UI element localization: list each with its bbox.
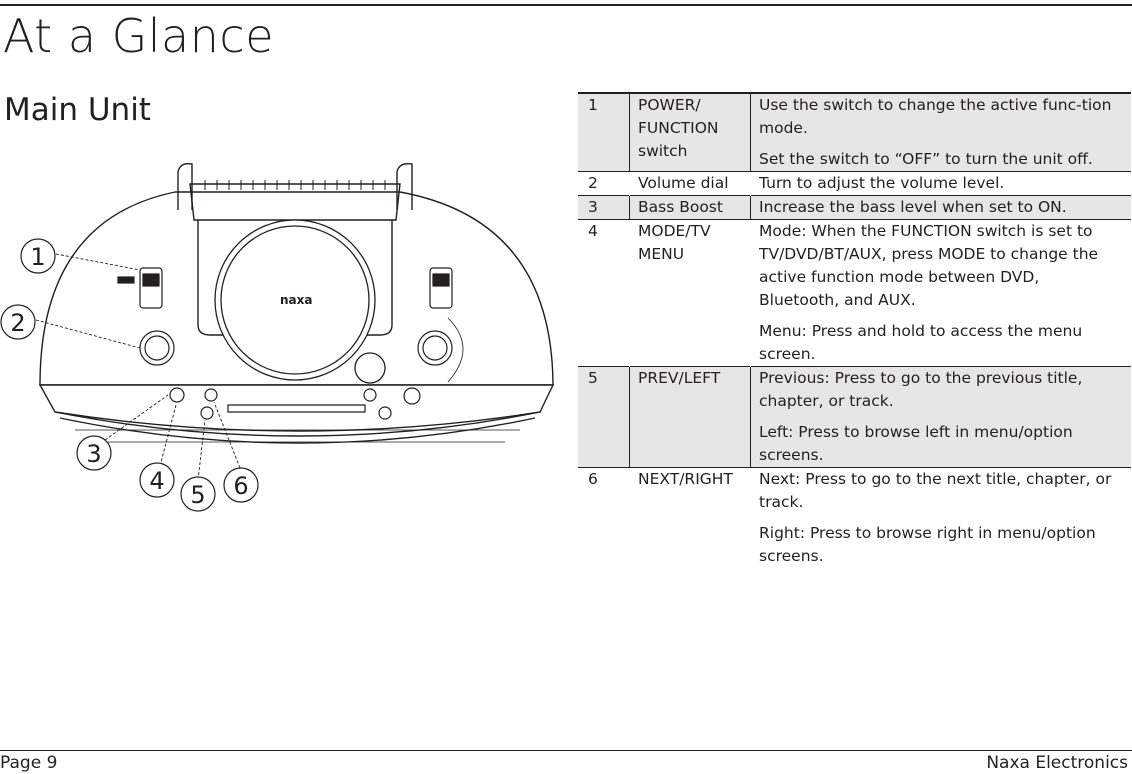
row-description <box>751 367 1132 468</box>
description-text: Next: Press to go to the next title, chapter, or track. <box>759 470 1112 511</box>
top-rule <box>0 4 1132 6</box>
callout-2-label: 2 <box>10 309 26 337</box>
row-number: 1 <box>578 93 630 172</box>
table-row <box>578 196 1131 220</box>
row-number: 4 <box>588 222 598 240</box>
row-description <box>751 468 1132 569</box>
table-row <box>578 172 1131 196</box>
footer-rule <box>0 750 1132 751</box>
description-text: Mode: When the FUNCTION switch is set to TV/DVD/BT/AUX, press MODE to change the active function mode between DVD, Bluetooth, and AUX. <box>759 222 1099 309</box>
row-description <box>751 196 1132 220</box>
description-text: Menu: Press and hold to access the menu screen. <box>759 322 1083 363</box>
description-text: Previous: Press to go to the previous title, chapter, or track. <box>759 369 1083 410</box>
row-name: Bass Boost <box>630 196 751 220</box>
table-row <box>578 93 1131 172</box>
callout-1-label: 1 <box>30 243 46 271</box>
row-number: 2 <box>588 174 598 192</box>
table-row <box>578 468 1131 569</box>
section-title: Main Unit <box>4 92 151 128</box>
page-label <box>0 752 57 774</box>
description-text: Set the switch to “OFF” to turn the unit off. <box>759 150 1093 168</box>
row-name: PREV/LEFT <box>630 367 751 468</box>
description-text: Turn to adjust the volume level. <box>759 174 1005 192</box>
row-number: 5 <box>578 367 630 468</box>
description-text: Use the switch to change the active func-tion mode. <box>759 96 1112 137</box>
table-row <box>578 220 1131 367</box>
description-text: Left: Press to browse left in menu/option screens. <box>759 423 1073 464</box>
description-text: Increase the bass level when set to ON. <box>759 198 1067 216</box>
brand-logo: naxa <box>280 293 313 307</box>
row-description <box>751 172 1132 196</box>
callout-6-label: 6 <box>233 472 249 500</box>
row-description <box>751 220 1132 367</box>
row-name: NEXT/RIGHT <box>630 468 751 569</box>
page-label-text: Page <box>0 753 42 773</box>
callout-3-label: 3 <box>86 440 102 468</box>
spec-table <box>578 92 1131 568</box>
description-text: Right: Press to browse right in menu/option screens. <box>759 524 1096 565</box>
row-name: Volume dial <box>630 172 751 196</box>
row-number: 6 <box>588 470 598 488</box>
callout-4-label: 4 <box>149 467 165 495</box>
company-name: Naxa Electronics <box>986 753 1128 773</box>
row-description <box>751 93 1132 172</box>
main-unit-diagram <box>0 150 570 520</box>
row-name: MODE/TV MENU <box>630 220 751 367</box>
row-number: 3 <box>578 196 630 220</box>
page-number: 9 <box>46 753 58 773</box>
page-title: At a Glance <box>3 9 274 63</box>
row-name: POWER/ FUNCTION switch <box>630 93 751 172</box>
callout-5-label: 5 <box>190 481 206 509</box>
table-row <box>578 367 1131 468</box>
